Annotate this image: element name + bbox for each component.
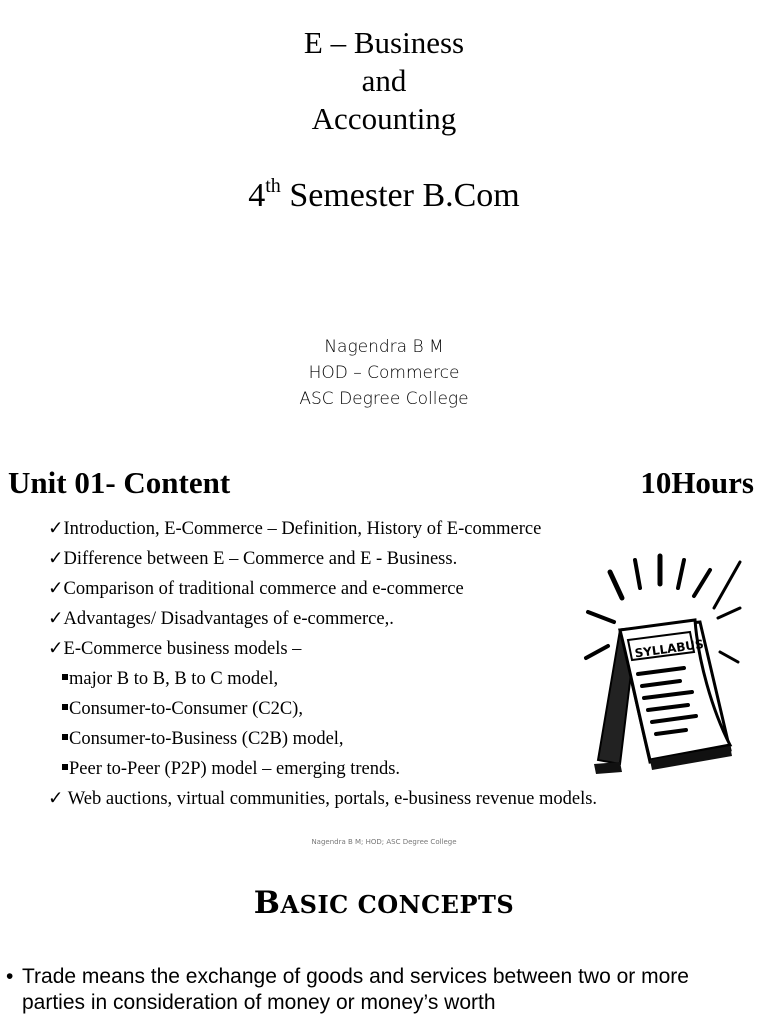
unit-title: Unit 01- Content: [8, 465, 231, 500]
square-bullet-icon: [62, 734, 68, 740]
bullet-text-line-2: parties in consideration of money or money’s worth: [22, 991, 496, 1014]
list-item-text: E-Commerce business models –: [63, 639, 302, 659]
content-list: [48, 514, 597, 814]
check-icon: ✓: [48, 609, 64, 629]
check-icon: ✓: [48, 519, 64, 539]
list-item: [48, 784, 597, 814]
author-name: Nagendra B M: [324, 337, 444, 357]
list-item-text: Advantages/ Disadvantages of e-commerce,.: [63, 609, 394, 629]
list-item-text: Introduction, E-Commerce – Definition, History of E-commerce: [63, 519, 542, 539]
heading-initial: B: [253, 885, 281, 921]
square-bullet-icon: [62, 674, 68, 680]
sub-list-item-text: Consumer-to-Consumer (C2C),: [69, 699, 303, 719]
check-icon: ✓: [48, 549, 64, 569]
sub-list-item-text: major B to B, B to C model,: [69, 669, 279, 689]
author-college: ASC Degree College: [299, 389, 469, 409]
list-item-text: Web auctions, virtual communities, portals, e-business revenue models.: [63, 789, 598, 809]
semester-text: Semester B.Com: [280, 177, 520, 214]
sub-list-item: [48, 754, 597, 784]
sub-list-item-text: Consumer-to-Business (C2B) model,: [69, 729, 344, 749]
bullet-item: [6, 964, 766, 1016]
bullet-dot-icon: •: [6, 965, 14, 988]
heading-rest: ASIC CONCEPTS: [280, 890, 515, 919]
list-item: [48, 634, 597, 664]
check-icon: ✓: [48, 789, 64, 809]
sub-list-item: [48, 694, 597, 724]
semester-number: 4: [248, 177, 266, 214]
list-item: [48, 604, 597, 634]
semester-heading: [0, 176, 768, 216]
author-role: HOD – Commerce: [308, 363, 460, 383]
square-bullet-icon: [62, 764, 68, 770]
semester-suffix: th: [265, 175, 281, 197]
slide-footer: Nagendra B M; HOD; ASC Degree College: [311, 838, 457, 846]
sub-list-item: [48, 724, 597, 754]
list-item: [48, 544, 597, 574]
list-item-text: Difference between E – Commerce and E - Business.: [63, 549, 458, 569]
doc-title-line-3: Accounting: [311, 101, 457, 136]
check-icon: ✓: [48, 579, 64, 599]
unit-hours: 10Hours: [640, 465, 754, 500]
sub-list-item-text: Peer to-Peer (P2P) model – emerging trends.: [69, 759, 401, 779]
bullet-text-line-1: Trade means the exchange of goods and services between two or more: [22, 965, 689, 988]
syllabus-illustration: [580, 550, 750, 780]
list-item: [48, 514, 597, 544]
doc-title-line-1: E – Business: [303, 25, 465, 60]
list-item-text: Comparison of traditional commerce and e-commerce: [63, 579, 464, 599]
section-heading: [0, 884, 768, 924]
square-bullet-icon: [62, 704, 68, 710]
syllabus-label: SYLLABUS: [633, 636, 705, 661]
check-icon: ✓: [48, 639, 64, 659]
list-item: [48, 574, 597, 604]
doc-title-line-2: and: [361, 63, 407, 98]
sub-list-item: [48, 664, 597, 694]
